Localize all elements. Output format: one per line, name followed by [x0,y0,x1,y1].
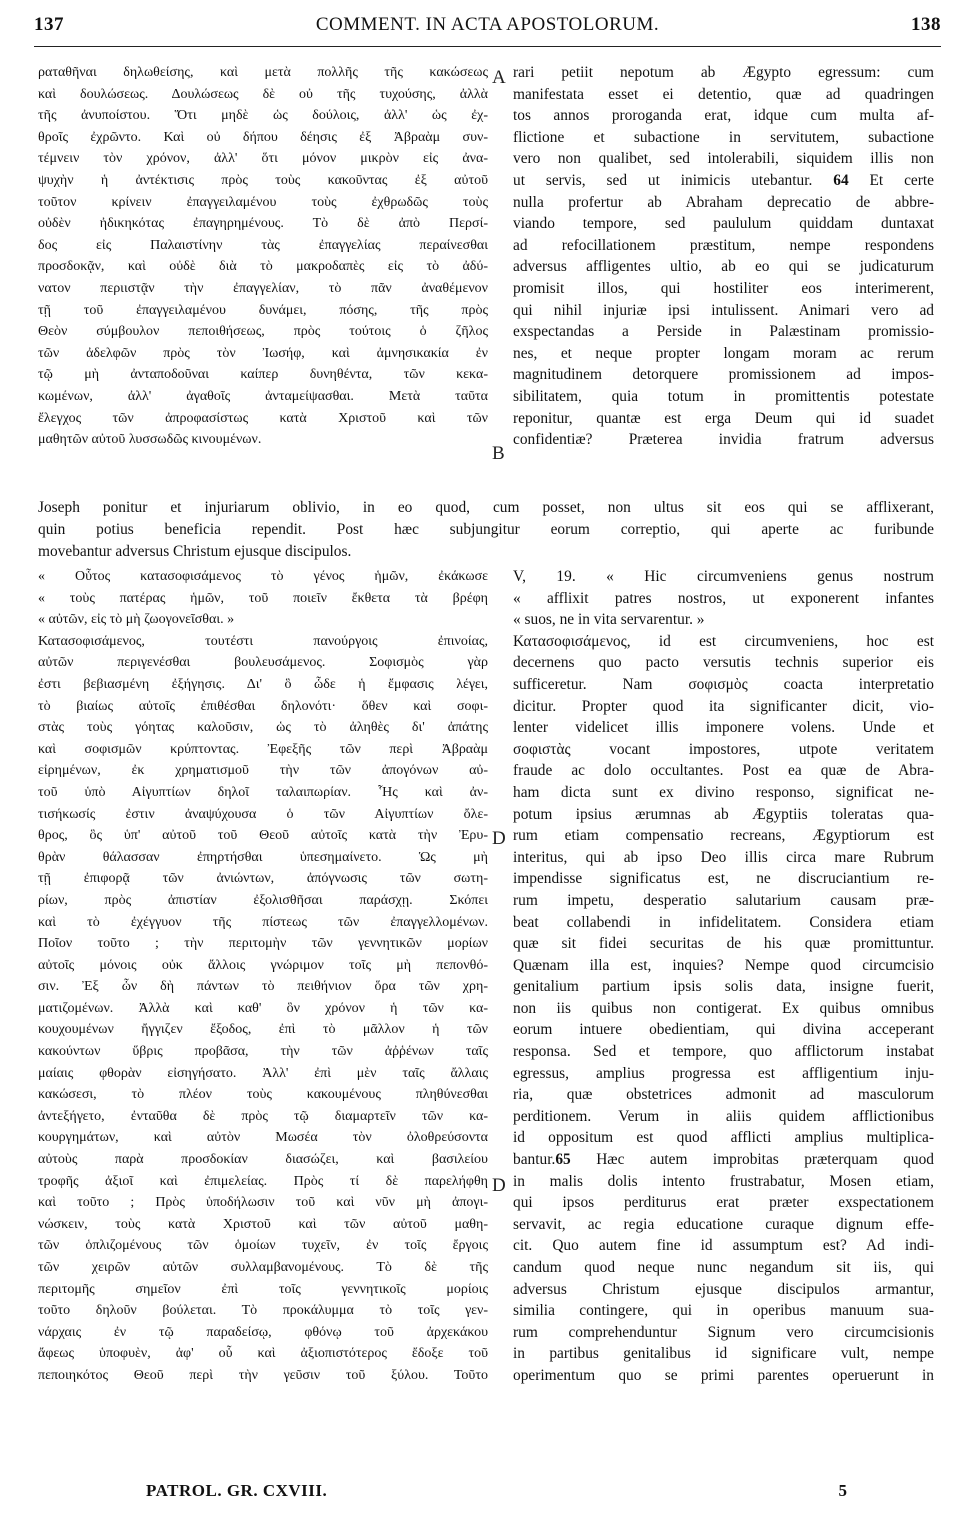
latin-line: nes, et neque propter longam moram ac rerum [513,344,934,362]
greek-column-top [38,62,488,451]
greek-line: ἔλεγχος τῶν ἀπροφασίστως κατὰ Χριστοῦ καὶ τῶν [38,410,488,426]
latin-line: rari petiit nepotum ab Ægypto egressum: cum [513,64,934,81]
latin-line: exspectandas a Perside in Palæstinam promissio- [513,323,934,341]
full-width-line: Joseph ponitur et injuriarum oblivio, in eo quod, cum posset, non ultus sit eos qui se afflixerant, [38,499,934,516]
latin-line: similia contingere, qui in operibus manuum sua- [513,1302,934,1320]
greek-line: οὐδὲν ἠδικηκότας ἐπαγηρημένους. Τὸ δὲ ἀπὸ Περσί- [38,216,488,232]
greek-line: καὶ τοῦτο ; Πρὸς ὑποδήλωσιν τοῦ καὶ νῦν μὴ ἀπογι- [38,1195,488,1211]
greek-line: τισήκωσίς ἐστιν ἀναψύχουσα ὁ τῶν Αἰγυπτίων ὄλε- [38,806,488,822]
greek-line: προσδοκᾷν, καὶ οὐδὲ διὰ τὸ μακροδαπὲς εἰς τὸ ἀδύ- [38,259,488,275]
greek-line: αὐτοῖς μόνοις οὐκ ἄλλοις γνώριμον τοῖς μὴ πεπονθό- [38,957,488,973]
latin-line: eorum intuere obedientiam, qui divina acceperant [513,1021,934,1039]
latin-line: non iis quibus non contigerat. Ex quibus omnibus [513,999,934,1017]
latin-line [513,1149,934,1171]
latin-line: ad refocillationem præstitum, nempe respondens [513,236,934,254]
margin-marker-d-second: D [492,1175,506,1196]
greek-line: κωμένων, ἀλλ' ἀγαθοῖς ἀνταμείψασθαι. Μετὰ ταῦτα [38,388,488,404]
margin-marker-a: A [492,67,506,88]
latin-line: promisit illos, qui hostiliter eos interimerent, [513,279,934,297]
greek-line: τῆς ἀνυποίστου. Ὅτι μηδὲ ὡς δούλοις, ἀλλ' ὡς ἐχ- [38,108,488,124]
greek-line: κακούντων ὕβρις προβᾶσα, τὴν τῶν ἀῤῥένων ταῖς [38,1044,488,1060]
latin-line: ria, quæ obstetrices admonit ad masculorum [513,1086,934,1104]
latin-line: Κατασοφισάμενος, id est circumveniens, hoc est [513,632,934,650]
greek-line: « αὐτῶν, εἰς τὸ μὴ ζωογονεῖσθαι. » [38,612,235,628]
greek-line: τῇ τοῦ ἐπαγγειλαμένου δυνάμει, πόσης, τῆς πρὸς [38,302,488,318]
greek-line: θρος, ὃς ὑπ' αὐτοῦ τοῦ Θεοῦ αὐτοῖς κατὰ τὴν Ἐρυ- [38,828,488,844]
greek-line: τοῦτο δηλοῦν βούλεται. Τὸ προκάλυμμα τὸ τοῖς γεν- [38,1303,488,1319]
greek-line: μαθητῶν αὐτοῦ λυσσωδῶς κινουμένων. [38,432,262,448]
greek-line: κακώσεσι, τὸ πλέον τοὺς κακουμένους πληθύνεσθαι [38,1087,488,1103]
greek-line: κουργημάτων, καὶ αὐτὸν Μωσέα τὸν ὀλοθρεύσοντα [38,1130,488,1146]
latin-text: bantur. [513,1151,556,1169]
greek-line: τῷ μὴ ἀνταποδοῦναι καίπερ δυνηθέντα, τῶν κεκα- [38,367,488,383]
latin-line: rum etiam compensatio recreans, Ægyptiorum est [513,827,934,845]
latin-line: reponitur, quantæ est erga Deum qui id suadet [513,409,934,427]
latin-line: vero non qualibet, sed intolerabili, siquidem illis non [513,150,934,168]
latin-line: lenter videlicet illis imponere volens. Unde et [513,719,934,737]
greek-line: τῇ ἐπιφορᾷ τῶν ἀνιώντων, ἀπόγνωσις τῶν σωτη- [38,871,488,887]
running-title: COMMENT. IN ACTA APOSTOLORUM. [315,14,660,35]
latin-line: ham dicta sunt ex divino responso, significat ne- [513,783,934,801]
latin-line: perditionem. Verum in aliis quidem afflictionibus [513,1107,934,1125]
latin-line: σοφιστὰς vocant impostores, utpote veritatem [513,740,934,758]
latin-line: qui ipsos perditurus erat præter exspectationem [513,1194,934,1212]
greek-line: ματιζομένων. Ἀλλὰ καὶ καθ' ὃν χρόνον ἡ τῶν κα- [38,1000,488,1016]
full-width-line: quin potius beneficia rependit. Post hæc subjungitur eorum correptio, qui aperte ac furibunde [38,521,934,538]
latin-line: adversus affligentes ultio, ab eo qui se judicaturum [513,258,934,276]
greek-line: καὶ δουλώσεως. Δουλώσεως δὲ οὐ τῆς τυχούσης, ἀλλὰ [38,86,488,102]
greek-line: Ποῖον τοῦτο ; τὴν περιτομὴν τῶν γεννητικῶν μορίων [38,936,488,952]
full-width-text [38,497,934,563]
greek-line: αὐτοὺς παρὰ προσδοκίαν διασώζει, καὶ βασιλείου [38,1152,488,1168]
greek-line: τῶν χειρῶν αὐτῶν συλλαμβανομένους. Τὸ δὲ τῆς [38,1260,488,1275]
latin-line: in malis dolis intento frustrabatur, Mosen etiam, [513,1172,934,1190]
greek-line: μαίαις φθορὰν εἰσηγήσατο. Ἀλλ' ἐπὶ μὲν ταῖς ἄλλαις [38,1065,488,1081]
latin-line: potum ipsius ærumnas ab Ægyptiis toleratas qua- [513,805,934,823]
latin-line: operimentum quo se primi parentes operuerunt in [513,1366,934,1384]
greek-line: κουχουμένων ἤγγιζεν ἔξοδος, ἐπὶ τὸ μᾶλλον ἡ τῶν [38,1022,488,1038]
margin-marker-d: D [492,828,506,849]
latin-column-top [513,62,934,451]
latin-line: impendisse significatus est, ne discruciantium re- [513,870,934,888]
greek-line: τοῦτον κρίνειν ἐπαγγειλαμένου τοὺς ἐχθρωδῶς τοὺς [38,194,488,210]
latin-line: « afflixit patres nostros, ut exponerent infantes [513,589,934,607]
latin-text: Et certe [869,171,934,189]
greek-line: τῶν ἀδελφῶν πρὸς τὸν Ἰωσήφ, καὶ ἀμνησικακία ἐν [38,345,488,361]
latin-line: manifestata esset ei detentio, quæ ad quadringen [513,85,934,103]
greek-line: εἰρημένων, ἐκ χρηματισμοῦ τὴν τῶν ἀπογόνων αὐ- [38,763,488,779]
latin-line: beat collabendi in infidelitatem. Considera etiam [513,913,934,931]
greek-line: περιτομῆς σημεῖον ἐπὶ τοῖς γεννητικοῖς μορίοις [38,1281,488,1297]
latin-text: ut servis, sed ut inimicis utebantur. [513,171,813,189]
greek-line: ρίων, πρὸς ἀπιστίαν ἐξολισθῆσαι παράσχῃ. Σκόπει [38,892,488,908]
latin-text: Hæc autem improbitas præterquam quod [596,1151,934,1169]
greek-column-bottom [38,566,488,1387]
margin-marker-b: B [492,443,505,464]
greek-line: νώσκειν, τοὺς κατὰ Χριστοῦ καὶ τῶν αὐτοῦ μαθη- [38,1216,488,1232]
greek-line: « τοὺς πατέρας ἡμῶν, τοῦ ποιεῖν ἔκθετα τὰ βρέφη [38,590,488,606]
latin-line: tos annos proroganda erat, idque cum multa af- [513,107,934,125]
section-number: 65 [555,1151,571,1169]
greek-line: Κατασοφισάμενος, τουτέστι πανούργοις ἐπινοίας, [38,633,488,649]
greek-line: καὶ τὸ ἐχέγγυον τῆς πίστεως τῶν ἐπαγγελλομένων. [38,914,488,930]
greek-line: καὶ σοφισμῶν κρύπτοντας. Ἐφεξῆς τῶν περὶ Ἀβραὰμ [38,741,488,757]
greek-line: ἄφεως ὑποφυὲν, ἀφ' οὗ καὶ ἀξιοπιστότερος ἔδοξε τοῦ [38,1346,488,1362]
greek-line: ἐστι βεβιασμένη ἐξήγησις. Δι' ὃ ὧδε ἡ ἔμφασις λέγει, [38,676,488,692]
latin-line: cit. Quo autem fine id assumptum est? Ad indi- [513,1237,934,1255]
greek-line: ραταθῆναι δηλωθείσης, καὶ μετὰ πολλῆς τῆς κακώσεως [38,65,488,80]
greek-line: θροῖς ἐχρῶντο. Καὶ οὐ δήπου δέησις ἐξ Ἀβραὰμ συν- [38,129,488,145]
latin-line: decernens quo pacto versutis technis superior eis [513,654,934,672]
greek-line: αὐτῶν περιγενέσθαι βουλευσάμενος. Σοφισμὸς γὰρ [38,655,488,671]
latin-line: viando tempore, sed paululum quiddam duntaxat [513,215,934,233]
latin-line: nulla profertur ab Abraham deprecatio de abbre- [513,193,934,211]
latin-line: rum comprehenduntur Signum vero circumcisionis [513,1323,934,1341]
page-footer [146,1481,847,1507]
footer-source: PATROL. GR. CXVIII. [146,1481,328,1500]
greek-line: ἀντεξήγετο, ἐνταῦθα δὲ πρὸς τῷ διαμαρτεῖν τῶν κα- [38,1108,488,1124]
latin-line: interitus, qui ab ipso Deo illis circa mare Rubrum [513,848,934,866]
greek-line: δος εἰς Παλαιστίνην τὰς ἐπαγγελίας περαίνεσθαι [38,237,488,253]
latin-line: id oppositum est quod afflicti amplius multiplica- [513,1129,934,1147]
latin-line: qui nihil injuriæ ipsi intulissent. Animari vero ad [513,301,934,319]
latin-line: magnitudinem detorquere promissionem ad impos- [513,366,934,384]
greek-line: νατον περιιστᾷν τὴν ἐπαγγελίαν, τὸ πᾶν ἀναθέμενον [38,280,488,296]
greek-line: νάρχαις ἐν τῷ παραδείσῳ, φθόνῳ τοῦ ἀρχεκάκου [38,1324,488,1340]
latin-line: in partibus genitalibus id significare vult, nempe [513,1345,934,1363]
latin-line: sufficeretur. Nam σοφισμὸς coacta interpretatio [513,675,934,693]
greek-line: πεποιηκότος Θεοῦ περὶ τὴν γεῦσιν τοῦ ξύλου. Τοῦτο [38,1367,488,1383]
full-width-line: movebantur adversus Christum ejusque discipulos. [38,543,352,560]
latin-line: candum quod neque nunc negandum sit iis, qui [513,1259,934,1276]
latin-line: responsa. Sed et tempore, quo afflictorum instabat [513,1043,934,1061]
greek-line: τὸ βιαίως αὐτοῖς ἐπιθέσθαι δηλονότι· ὅθεν καὶ σοφι- [38,698,488,714]
greek-line: τροφῆς ἀξιοῖ καὶ ἐπιμελείας. Πρὸς τί δὲ παρελήφθη [38,1173,488,1189]
latin-line: confidentiæ? Præterea invidia fratrum adversus [513,431,934,449]
latin-line: V, 19. « Hic circumveniens genus nostrum [513,568,934,585]
greek-line: τέμνειν τὸν χρόνον, ἀλλ' ὅτι μόνον μικρὸν εἰς ἀνα- [38,151,488,167]
latin-line: quæ sit fidei securitas de his quæ promittuntur. [513,935,934,953]
section-number: 64 [833,171,849,189]
greek-line: ψυχὴν ἡ ἀντέκτισις πρὸς τοὺς κακοῦντας ἐξ αὐτοῦ [38,172,488,188]
page-number-left: 137 [34,14,64,35]
latin-line: genitalium partium ipsis solis data, insigne fuerit, [513,978,934,996]
running-header [34,14,941,44]
page-number-right: 138 [911,14,941,35]
greek-line: στὰς τοὺς γόητας καλοῦσιν, ὡς τὸ ἀληθὲς δι' ἀπάτης [38,720,488,736]
greek-line: τῶν ὁπλιζομένους τῶν ὁμοίων τυχεῖν, ἐν τοῖς ἔργοις [38,1238,488,1254]
greek-line: τοῦ ὑπὸ Αἰγυπτίων δηλοῖ ταλαιπωρίαν. Ἧς καὶ ἀν- [38,784,488,800]
footer-signature: 5 [838,1481,847,1500]
latin-line: egressus, amplius progressa est affligentium inju- [513,1064,934,1082]
latin-column-bottom [513,566,934,1387]
latin-line: « suos, ne in vita servarentur. » [513,611,705,629]
latin-line: Quænam illa est, inquies? Nempe quod circumcisio [513,956,934,974]
latin-line: adversus Christum ejusque discipulos armantur, [513,1280,934,1298]
greek-line: Θεὸν σύμβουλον πεποιθήσεως, πρὸς τούτοις ὁ ζῆλος [38,324,488,340]
greek-line: σιν. Ἐξ ὧν δὴ πάντων τὸ πειθήνιον ὅρα τῶν χρη- [38,979,488,995]
greek-line: « Οὗτος κατασοφισάμενος τὸ γένος ἡμῶν, ἐκάκωσε [38,569,488,584]
latin-line: dicitur. Propter quod ita significanter dicit, vio- [513,697,934,715]
greek-line: θρὰν θάλασσαν ἐπηρτήσθαι ὑπεσημαίνετο. Ὡς μὴ [38,849,488,865]
header-rule [34,46,941,47]
latin-line: servavit, ac regia educatione curaque dignum effe- [513,1215,934,1233]
latin-line [513,170,934,192]
latin-line: rum impetu, desperatio salutarium causam præ- [513,891,934,909]
latin-line: sibilitatem, quia totum in promittentis potestate [513,387,934,405]
latin-line: fraude ac dolo occultantes. Post ea quæ de Abra- [513,762,934,780]
latin-line: flictione et subactione in servitutem, subactione [513,128,934,146]
